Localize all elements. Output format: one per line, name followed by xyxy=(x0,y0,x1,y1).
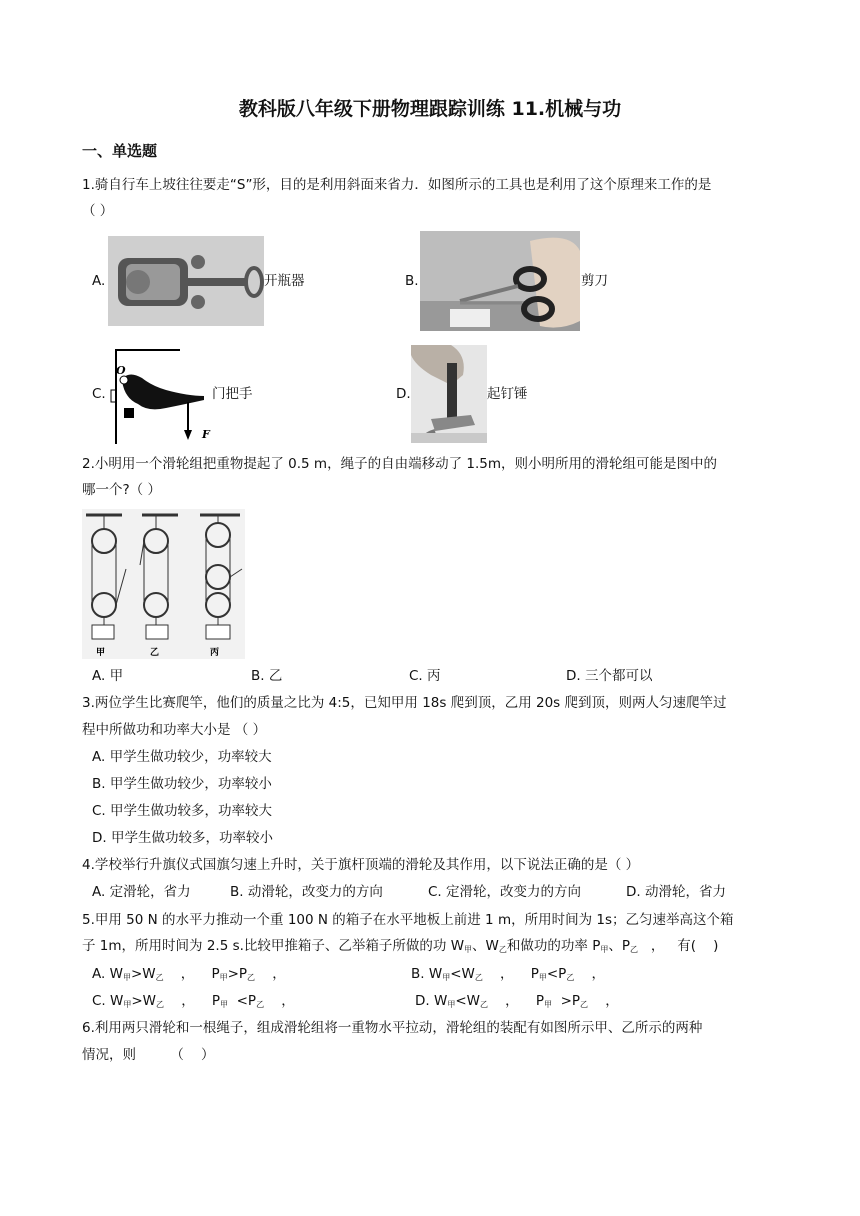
pulley-label-jia: 甲 xyxy=(96,648,106,658)
door-handle-label-o: O xyxy=(116,364,126,377)
q1-option-a-label[interactable]: A. xyxy=(92,273,106,289)
q4-option-d[interactable]: D. 动滑轮，省力 xyxy=(626,884,726,900)
q5-sep: 、W xyxy=(472,938,499,954)
q1-option-d-text: 起钉锤 xyxy=(487,386,528,402)
claw-hammer-image xyxy=(411,345,487,443)
sub-jia: 甲 xyxy=(538,973,547,982)
q5-option-b[interactable] xyxy=(411,961,605,991)
sub-jia: 甲 xyxy=(442,973,451,982)
opt-text: >P xyxy=(227,966,248,982)
pulley-systems-figure xyxy=(82,509,245,659)
q5-option-a[interactable] xyxy=(92,961,286,991)
sub-yi: 乙 xyxy=(474,973,483,982)
pulley-label-yi: 乙 xyxy=(150,648,160,658)
sub-jia: 甲 xyxy=(122,973,131,982)
q1-stem-line1: 1.骑自行车上坡往往要走“S”形，目的是利用斜面来省力．如图所示的工具也是利用了这个原理来工作的是 xyxy=(82,177,712,193)
opt-text: ， P xyxy=(482,966,539,982)
q2-stem-line2: 哪一个?（ ） xyxy=(82,482,161,498)
sub-yi: 乙 xyxy=(566,973,575,982)
opt-text: ， xyxy=(588,993,619,1009)
q5-stem-line1: 5.甲用 50 N 的水平力推动一个重 100 N 的箱子在水平地板上前进 1 m，所用时间为 1s；乙匀速举高这个箱 xyxy=(82,912,734,928)
q1-option-a-text: 开瓶器 xyxy=(264,273,305,289)
q5-tail: ， 有( ) xyxy=(638,938,719,954)
q2-stem-line1: 2.小明用一个滑轮组把重物提起了 0.5 m，绳子的自由端移动了 1.5m，则小明所用的滑轮组可能是图中的 xyxy=(82,456,717,472)
opt-text: <P xyxy=(228,993,257,1009)
opt-text: C. W xyxy=(92,993,124,1009)
opt-text: <W xyxy=(450,966,475,982)
sub-jia: 甲 xyxy=(447,1000,456,1009)
sub-yi: 乙 xyxy=(256,1000,265,1009)
q1-option-b-label[interactable]: B. xyxy=(405,273,419,289)
opt-text: ， P xyxy=(488,993,544,1009)
sub-yi: 乙 xyxy=(247,973,256,982)
q3-option-a[interactable]: A. 甲学生做功较少，功率较大 xyxy=(92,749,272,765)
opt-text: ， xyxy=(255,966,286,982)
section-heading: 一、单选题 xyxy=(82,142,158,160)
opt-text: ， P xyxy=(164,993,221,1009)
opt-text: B. W xyxy=(411,966,443,982)
door-handle-label-f: F xyxy=(202,428,210,441)
opt-text: <P xyxy=(546,966,567,982)
q5-stem-line2 xyxy=(82,933,718,963)
sub-jia: 甲 xyxy=(220,1000,229,1009)
q3-option-d[interactable]: D. 甲学生做功较多，功率较小 xyxy=(92,830,273,846)
q2-option-a[interactable]: A. 甲 xyxy=(92,668,124,684)
opt-text: <W xyxy=(455,993,480,1009)
page-title: 教科版八年级下册物理跟踪训练 11.机械与功 xyxy=(238,98,622,120)
q5-sep2: 、P xyxy=(608,938,630,954)
q2-option-c[interactable]: C. 丙 xyxy=(409,668,441,684)
q4-option-b[interactable]: B. 动滑轮，改变力的方向 xyxy=(230,884,383,900)
q4-option-a[interactable]: A. 定滑轮，省力 xyxy=(92,884,191,900)
q1-option-c-label[interactable]: C. xyxy=(92,386,106,402)
opt-text: >W xyxy=(131,993,157,1009)
opt-text: >W xyxy=(130,966,156,982)
q1-stem-line2: （ ） xyxy=(82,203,114,219)
q4-stem: 4.学校举行升旗仪式国旗匀速上升时，关于旗杆顶端的滑轮及其作用，以下说法正确的是（ ） xyxy=(82,857,640,873)
sub-jia: 甲 xyxy=(600,945,609,954)
q3-option-c[interactable]: C. 甲学生做功较多，功率较大 xyxy=(92,803,273,819)
opt-text: A. W xyxy=(92,966,123,982)
sub-yi: 乙 xyxy=(498,945,507,954)
q6-stem-line1: 6.利用两只滑轮和一根绳子，组成滑轮组将一重物水平拉动，滑轮组的装配有如图所示甲、乙所示的两种 xyxy=(82,1020,703,1036)
q5-mid: 和做功的功率 P xyxy=(506,938,601,954)
q2-option-d[interactable]: D. 三个都可以 xyxy=(566,668,653,684)
opt-text: >P xyxy=(551,993,581,1009)
opt-text: ， xyxy=(264,993,295,1009)
q3-stem-line2: 程中所做功和功率大小是 （ ） xyxy=(82,722,267,738)
q5-line2-pre: 子 1m，所用时间为 2.5 s.比较甲推箱子、乙举箱子所做的功 W xyxy=(82,938,465,954)
q1-option-d-label[interactable]: D. xyxy=(396,386,411,402)
q4-option-c[interactable]: C. 定滑轮，改变力的方向 xyxy=(428,884,582,900)
q1-option-b-text: 剪刀 xyxy=(581,273,608,289)
opt-text: ， xyxy=(574,966,605,982)
sub-jia: 甲 xyxy=(464,945,473,954)
q6-stem-line2: 情况，则 （ ） xyxy=(82,1047,215,1063)
q1-option-c-text: 门把手 xyxy=(212,386,253,402)
q2-option-b[interactable]: B. 乙 xyxy=(251,668,283,684)
q3-option-b[interactable]: B. 甲学生做功较少，功率较小 xyxy=(92,776,272,792)
q5-option-c[interactable] xyxy=(92,988,295,1018)
scissors-image xyxy=(420,231,580,331)
q5-option-d[interactable] xyxy=(415,988,619,1018)
sub-yi: 乙 xyxy=(630,945,638,954)
sub-yi: 乙 xyxy=(580,1000,589,1009)
sub-yi: 乙 xyxy=(155,973,164,982)
pulley-label-bing: 丙 xyxy=(210,648,220,658)
q3-stem-line1: 3.两位学生比赛爬竿，他们的质量之比为 4:5，已知甲用 18s 爬到顶，乙用 20s 爬到顶，则两人匀速爬竿过 xyxy=(82,695,727,711)
sub-yi: 乙 xyxy=(156,1000,165,1009)
bottle-opener-image xyxy=(108,236,264,326)
sub-jia: 甲 xyxy=(219,973,228,982)
sub-yi: 乙 xyxy=(480,1000,488,1009)
sub-jia: 甲 xyxy=(543,1000,552,1009)
sub-jia: 甲 xyxy=(123,1000,132,1009)
opt-text: ， P xyxy=(163,966,220,982)
door-handle-diagram xyxy=(108,346,212,444)
opt-text: D. W xyxy=(415,993,448,1009)
